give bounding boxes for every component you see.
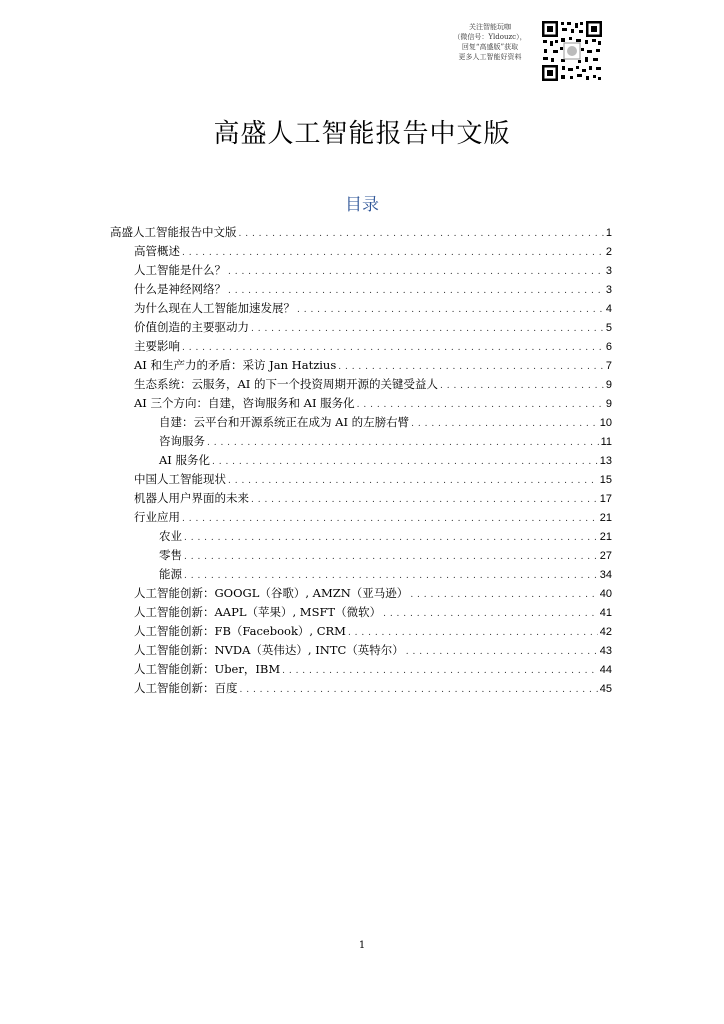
toc-entry[interactable]	[134, 300, 612, 316]
toc-entry[interactable]	[134, 262, 612, 278]
toc-leader	[207, 435, 599, 451]
toc-leader	[348, 625, 598, 641]
toc-entry-page: 10	[599, 417, 612, 429]
toc-entry-page: 41	[599, 607, 612, 619]
toc-entry[interactable]	[134, 357, 612, 373]
toc-leader	[212, 454, 598, 470]
toc-entry-page: 13	[599, 455, 612, 467]
toc-entry[interactable]	[134, 319, 612, 335]
toc-entry[interactable]	[134, 680, 612, 696]
toc-entry-page: 34	[599, 569, 612, 581]
toc-entry-title: 人工智能创新：FB（Facebook）, CRM	[134, 624, 346, 638]
toc-entry[interactable]	[134, 243, 612, 259]
toc-leader	[239, 226, 604, 242]
toc-entry-title: 人工智能创新：百度	[134, 681, 238, 695]
toc-entry-page: 40	[599, 588, 612, 600]
toc-entry-page: 21	[599, 531, 612, 543]
toc-leader	[182, 340, 604, 356]
toc-entry-title: 农业	[159, 529, 182, 543]
promo-line: （微信号：Yldouzc），	[453, 33, 527, 41]
toc-entry[interactable]	[134, 661, 612, 677]
toc-entry-page: 1	[605, 227, 612, 239]
toc-leader	[251, 492, 598, 508]
toc-entry-title: 零售	[159, 548, 182, 562]
toc-entry-title: 能源	[159, 567, 182, 581]
promo-text	[440, 22, 540, 62]
toc-entry-page: 15	[599, 474, 612, 486]
toc-entry-title: 人工智能创新：GOOGL（谷歌）, AMZN（亚马逊）	[134, 586, 409, 600]
toc-entry[interactable]	[134, 281, 612, 297]
toc-leader	[182, 511, 598, 527]
toc-entry[interactable]	[134, 509, 612, 525]
toc-entry-page: 4	[605, 303, 612, 315]
toc-leader	[411, 416, 598, 432]
toc-leader	[184, 530, 598, 546]
promo-line: 回复“高盛版”获取	[461, 43, 519, 51]
toc-entry-page: 7	[605, 360, 612, 372]
toc-leader	[184, 549, 598, 565]
toc-entry[interactable]	[134, 376, 612, 392]
page-number: 1	[358, 940, 366, 951]
toc-entry[interactable]	[159, 566, 612, 582]
toc-entry[interactable]	[134, 490, 612, 506]
toc-entry-page: 17	[599, 493, 612, 505]
toc-heading: 目录	[345, 195, 379, 215]
toc-entry-title: 行业应用	[134, 510, 180, 524]
toc-leader	[251, 321, 604, 337]
promo-line: 关注智能玩咖	[469, 23, 511, 31]
toc-entry-title: 价值创造的主要驱动力	[134, 320, 249, 334]
toc-leader	[182, 245, 604, 261]
toc-entry[interactable]	[134, 395, 612, 411]
toc-entry-page: 11	[600, 436, 612, 448]
toc-entry-page: 42	[599, 626, 612, 638]
toc-leader	[184, 568, 598, 584]
toc-entry[interactable]	[134, 604, 612, 620]
toc-entry-title: 机器人用户界面的未来	[134, 491, 249, 505]
toc-entry-title: 生态系统：云服务，AI 的下一个投资周期开源的关键受益人	[134, 377, 439, 391]
toc-leader	[228, 473, 598, 489]
toc-entry-page: 43	[599, 645, 612, 657]
document-title: 高盛人工智能报告中文版	[213, 119, 511, 149]
toc-leader	[383, 606, 598, 622]
toc-entry-title: 人工智能创新：Uber，IBM	[134, 662, 281, 676]
toc-entry-title: 自建：云平台和开源系统正在成为 AI 的左膀右臂	[159, 415, 410, 429]
toc-entry-page: 45	[599, 683, 612, 695]
toc-entry-title: 中国人工智能现状	[134, 472, 226, 486]
toc-entry[interactable]	[159, 433, 612, 449]
toc-entry-title: 咨询服务	[159, 434, 205, 448]
toc-entry[interactable]	[159, 452, 612, 468]
toc-entry-page: 9	[605, 379, 612, 391]
toc-entry-title: 为什么现在人工智能加速发展？	[134, 301, 295, 315]
toc-entry[interactable]	[134, 338, 612, 354]
toc-entry[interactable]	[159, 528, 612, 544]
promo-line: 更多人工智能好资料	[458, 53, 522, 61]
toc-entry-page: 21	[599, 512, 612, 524]
toc-entry-page: 5	[605, 322, 612, 334]
toc-leader	[357, 397, 604, 413]
qr-code-icon	[541, 20, 603, 82]
toc-leader	[228, 283, 604, 299]
toc-entry-page: 27	[599, 550, 612, 562]
toc-entry-title: 高盛人工智能报告中文版	[110, 225, 237, 239]
toc-entry-title: 高管概述	[134, 244, 180, 258]
toc-entry-title: 人工智能创新：NVDA（英伟达）, INTC（英特尔）	[134, 643, 404, 657]
toc-entry-title: AI 服务化	[159, 453, 211, 467]
toc-entry-title: 人工智能创新：AAPL（苹果）, MSFT（微软）	[134, 605, 382, 619]
toc-leader	[282, 663, 598, 679]
toc-entry-page: 44	[599, 664, 612, 676]
toc-entry-title: AI 和生产力的矛盾：采访 Jan Hatzius	[134, 358, 337, 372]
toc-entry[interactable]	[159, 547, 612, 563]
toc-entry-page: 3	[605, 284, 612, 296]
toc-leader	[228, 264, 604, 280]
toc-leader	[240, 682, 598, 698]
toc-leader	[338, 359, 604, 375]
toc-entry[interactable]	[134, 642, 612, 658]
toc-leader	[406, 644, 598, 660]
toc-entry[interactable]	[134, 471, 612, 487]
toc-entry-page: 6	[605, 341, 612, 353]
toc-leader	[440, 378, 604, 394]
toc-entry[interactable]	[159, 414, 612, 430]
toc-leader	[410, 587, 597, 603]
toc-entry[interactable]	[134, 585, 612, 601]
toc-entry[interactable]	[110, 224, 612, 240]
toc-entry[interactable]	[134, 623, 612, 639]
toc-entry-page: 3	[605, 265, 612, 277]
toc-entry-page: 9	[605, 398, 612, 410]
toc-entry-title: 主要影响	[134, 339, 180, 353]
toc-entry-title: 什么是神经网络？	[134, 282, 226, 296]
toc-entry-page: 2	[605, 246, 612, 258]
toc-entry-title: 人工智能是什么？	[134, 263, 226, 277]
toc-entry-title: AI 三个方向：自建，咨询服务和 AI 服务化	[134, 396, 355, 410]
toc-leader	[297, 302, 604, 318]
